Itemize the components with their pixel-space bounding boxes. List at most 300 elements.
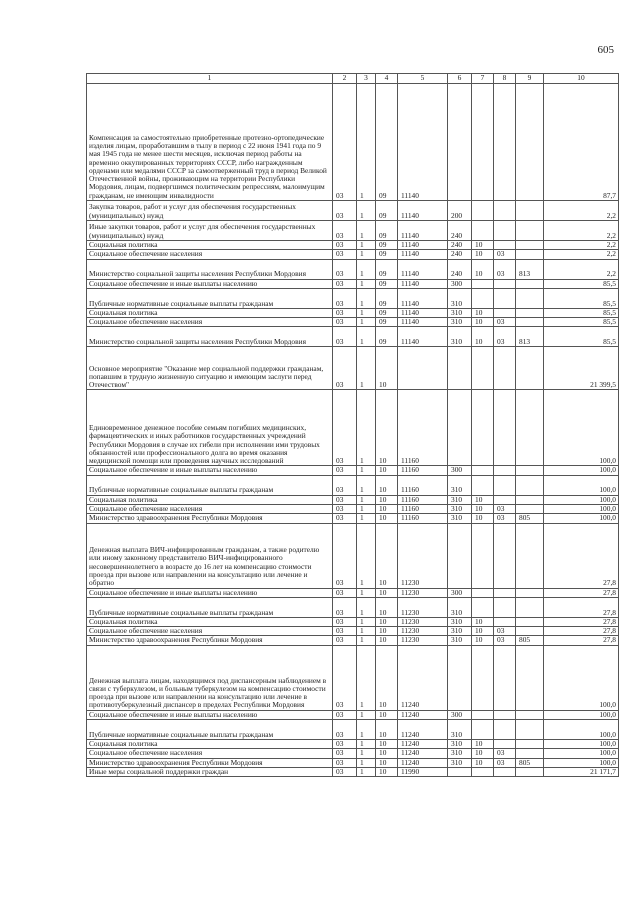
cell-code-3: 1 <box>357 221 376 241</box>
cell-code-8: 03 <box>494 627 516 636</box>
cell-code-6 <box>448 347 472 390</box>
cell-code-3: 1 <box>357 758 376 767</box>
cell-code-3: 1 <box>357 514 376 523</box>
cell-name: Социальное обеспечение и иные выплаты населению <box>87 710 333 719</box>
cell-code-7: 10 <box>472 758 494 767</box>
cell-name: Социальное обеспечение населения <box>87 318 333 327</box>
cell-code-8 <box>494 288 516 308</box>
cell-code-4: 09 <box>376 250 398 259</box>
cell-code-6: 310 <box>448 627 472 636</box>
cell-code-4: 10 <box>376 645 398 710</box>
cell-name: Министерство здравоохранения Республики Мордовия <box>87 758 333 767</box>
cell-code-4: 10 <box>376 710 398 719</box>
cell-code-6: 310 <box>448 318 472 327</box>
cell-code-3: 1 <box>357 645 376 710</box>
cell-code-5: 11240 <box>398 719 448 739</box>
cell-code-4: 10 <box>376 597 398 617</box>
cell-code-7: 10 <box>472 617 494 626</box>
cell-code-5: 11140 <box>398 250 448 259</box>
cell-code-4: 10 <box>376 719 398 739</box>
cell-code-5: 11140 <box>398 259 448 279</box>
cell-sum: 100,0 <box>544 390 619 466</box>
cell-code-8 <box>494 466 516 475</box>
cell-code-7 <box>472 288 494 308</box>
cell-sum: 85,5 <box>544 308 619 317</box>
cell-code-5: 11240 <box>398 758 448 767</box>
cell-code-5: 11240 <box>398 710 448 719</box>
cell-code-2: 03 <box>333 597 357 617</box>
cell-code-5: 11140 <box>398 279 448 288</box>
cell-name: Публичные нормативные социальные выплаты гражданам <box>87 597 333 617</box>
cell-code-6: 240 <box>448 221 472 241</box>
cell-code-3: 1 <box>357 84 376 201</box>
cell-code-8 <box>494 201 516 221</box>
cell-code-5: 11140 <box>398 308 448 317</box>
cell-code-4: 09 <box>376 327 398 347</box>
cell-code-8 <box>494 710 516 719</box>
cell-code-8 <box>494 719 516 739</box>
cell-code-9 <box>516 617 544 626</box>
cell-code-7 <box>472 719 494 739</box>
cell-code-8 <box>494 645 516 710</box>
cell-code-6 <box>448 523 472 588</box>
cell-code-8: 03 <box>494 514 516 523</box>
cell-name: Министерство социальной защиты населения Республики Мордовия <box>87 327 333 347</box>
cell-code-5: 11160 <box>398 495 448 504</box>
cell-code-5: 11140 <box>398 201 448 221</box>
cell-code-7: 10 <box>472 250 494 259</box>
cell-code-9 <box>516 250 544 259</box>
cell-code-9 <box>516 318 544 327</box>
cell-code-6 <box>448 390 472 466</box>
cell-name: Единовременное денежное пособие семьям погибших медицинских, фармацевтических и иных работников государственных учреждений Республики Мордовия в случае их гибели при исполнении ими трудовых обязанностей или профессионального долга во время оказания медицинской помощи или проведения научных исследований <box>87 390 333 466</box>
table-row <box>87 617 619 626</box>
cell-code-8 <box>494 495 516 504</box>
cell-sum: 100,0 <box>544 645 619 710</box>
cell-code-7: 10 <box>472 495 494 504</box>
cell-code-7 <box>472 523 494 588</box>
cell-code-8: 03 <box>494 250 516 259</box>
table-row <box>87 645 619 710</box>
cell-code-7: 10 <box>472 308 494 317</box>
cell-code-2: 03 <box>333 617 357 626</box>
cell-code-5: 11140 <box>398 221 448 241</box>
cell-sum: 100,0 <box>544 758 619 767</box>
cell-code-4: 10 <box>376 767 398 776</box>
cell-code-4: 10 <box>376 617 398 626</box>
cell-code-4: 09 <box>376 201 398 221</box>
table-header-row <box>87 74 619 84</box>
cell-code-4: 09 <box>376 84 398 201</box>
cell-code-8: 03 <box>494 327 516 347</box>
cell-name: Иные меры социальной поддержки граждан <box>87 767 333 776</box>
cell-code-5: 11140 <box>398 318 448 327</box>
cell-code-2: 03 <box>333 636 357 645</box>
cell-code-9 <box>516 221 544 241</box>
cell-code-2: 03 <box>333 390 357 466</box>
cell-code-3: 1 <box>357 279 376 288</box>
cell-sum: 100,0 <box>544 504 619 513</box>
table-body <box>87 74 619 777</box>
cell-code-7: 10 <box>472 739 494 748</box>
cell-code-5: 11230 <box>398 636 448 645</box>
cell-code-6: 310 <box>448 514 472 523</box>
cell-code-4: 10 <box>376 390 398 466</box>
budget-table <box>86 73 619 777</box>
page-number: 605 <box>597 44 614 56</box>
table-row <box>87 739 619 748</box>
table-row <box>87 279 619 288</box>
cell-code-2: 03 <box>333 710 357 719</box>
cell-code-8 <box>494 617 516 626</box>
cell-name: Социальная политика <box>87 308 333 317</box>
cell-code-4: 10 <box>376 475 398 495</box>
cell-code-2: 03 <box>333 347 357 390</box>
cell-code-9 <box>516 523 544 588</box>
cell-code-4: 09 <box>376 318 398 327</box>
cell-code-8 <box>494 84 516 201</box>
cell-code-9 <box>516 466 544 475</box>
table-row <box>87 318 619 327</box>
cell-name: Публичные нормативные социальные выплаты гражданам <box>87 288 333 308</box>
cell-code-5: 11230 <box>398 597 448 617</box>
cell-sum: 100,0 <box>544 514 619 523</box>
cell-name: Социальное обеспечение населения <box>87 627 333 636</box>
table-row <box>87 627 619 636</box>
cell-sum: 2,2 <box>544 221 619 241</box>
cell-code-6: 310 <box>448 758 472 767</box>
cell-code-8 <box>494 597 516 617</box>
cell-code-2: 03 <box>333 201 357 221</box>
cell-sum: 85,5 <box>544 279 619 288</box>
cell-code-4: 09 <box>376 259 398 279</box>
cell-code-6: 240 <box>448 241 472 250</box>
cell-code-8: 03 <box>494 749 516 758</box>
table-row <box>87 201 619 221</box>
cell-name: Социальная политика <box>87 495 333 504</box>
cell-code-6 <box>448 767 472 776</box>
table-row <box>87 84 619 201</box>
table-row <box>87 475 619 495</box>
cell-code-8: 03 <box>494 636 516 645</box>
cell-code-7 <box>472 390 494 466</box>
cell-code-6: 310 <box>448 495 472 504</box>
cell-code-6: 300 <box>448 279 472 288</box>
cell-code-6: 240 <box>448 259 472 279</box>
header-cell-10: 10 <box>544 74 619 84</box>
cell-code-4: 10 <box>376 347 398 390</box>
cell-code-7 <box>472 588 494 597</box>
cell-code-4: 10 <box>376 588 398 597</box>
table-row <box>87 390 619 466</box>
cell-code-3: 1 <box>357 466 376 475</box>
cell-code-3: 1 <box>357 327 376 347</box>
cell-code-9 <box>516 597 544 617</box>
cell-code-8: 03 <box>494 758 516 767</box>
table-row <box>87 588 619 597</box>
cell-code-7 <box>472 767 494 776</box>
cell-code-3: 1 <box>357 390 376 466</box>
cell-code-9 <box>516 739 544 748</box>
cell-sum: 85,5 <box>544 318 619 327</box>
cell-code-2: 03 <box>333 250 357 259</box>
cell-name: Министерство здравоохранения Республики Мордовия <box>87 636 333 645</box>
cell-code-5: 11160 <box>398 466 448 475</box>
cell-code-7: 10 <box>472 241 494 250</box>
cell-name: Денежная выплата лицам, находящимся под диспансерным наблюдением в связи с туберкулезом, и больным туберкулезом на компенсацию стоимости проезда при вызове или направлении на консультацию или лечение в противотуберкулезный диспансер в пределах Республики Мордовия <box>87 645 333 710</box>
table-row <box>87 308 619 317</box>
cell-code-7 <box>472 84 494 201</box>
cell-code-9: 805 <box>516 514 544 523</box>
cell-code-6: 310 <box>448 288 472 308</box>
cell-code-2: 03 <box>333 758 357 767</box>
table-row <box>87 504 619 513</box>
cell-code-5: 11240 <box>398 739 448 748</box>
header-cell-8: 8 <box>494 74 516 84</box>
cell-code-2: 03 <box>333 645 357 710</box>
cell-name: Социальная политика <box>87 617 333 626</box>
cell-code-5: 11160 <box>398 514 448 523</box>
cell-code-8 <box>494 390 516 466</box>
cell-name: Иные закупки товаров, работ и услуг для обеспечения государственных (муниципальных) нужд <box>87 221 333 241</box>
cell-sum: 27,8 <box>544 627 619 636</box>
cell-code-9 <box>516 308 544 317</box>
cell-code-4: 10 <box>376 466 398 475</box>
cell-name: Основное мероприятие "Оказание мер социальной поддержки гражданам, попавшим в трудную жизненную ситуацию и имеющим заслуги перед Отечеством" <box>87 347 333 390</box>
cell-sum: 87,7 <box>544 84 619 201</box>
cell-code-4: 10 <box>376 749 398 758</box>
cell-code-3: 1 <box>357 617 376 626</box>
cell-sum: 21 171,7 <box>544 767 619 776</box>
cell-code-5: 11140 <box>398 84 448 201</box>
cell-code-4: 09 <box>376 288 398 308</box>
cell-code-3: 1 <box>357 347 376 390</box>
table-row <box>87 523 619 588</box>
cell-code-5: 11160 <box>398 475 448 495</box>
cell-code-6: 240 <box>448 250 472 259</box>
cell-code-5: 11240 <box>398 645 448 710</box>
table-row <box>87 749 619 758</box>
cell-sum: 2,2 <box>544 201 619 221</box>
cell-code-9 <box>516 719 544 739</box>
cell-code-6: 300 <box>448 466 472 475</box>
cell-code-2: 03 <box>333 308 357 317</box>
cell-code-9: 805 <box>516 636 544 645</box>
cell-code-5: 11160 <box>398 390 448 466</box>
cell-code-6: 200 <box>448 201 472 221</box>
cell-sum: 27,8 <box>544 636 619 645</box>
cell-code-8 <box>494 221 516 241</box>
table-row <box>87 327 619 347</box>
cell-code-7 <box>472 201 494 221</box>
cell-code-4: 10 <box>376 504 398 513</box>
cell-sum: 100,0 <box>544 710 619 719</box>
table-row <box>87 767 619 776</box>
table-row <box>87 636 619 645</box>
cell-code-9 <box>516 627 544 636</box>
cell-code-2: 03 <box>333 739 357 748</box>
cell-code-4: 10 <box>376 739 398 748</box>
cell-code-7 <box>472 475 494 495</box>
cell-code-4: 09 <box>376 221 398 241</box>
cell-code-9 <box>516 645 544 710</box>
cell-code-4: 10 <box>376 523 398 588</box>
cell-code-5: 11230 <box>398 588 448 597</box>
cell-code-8: 03 <box>494 504 516 513</box>
cell-code-4: 09 <box>376 279 398 288</box>
cell-code-5: 11140 <box>398 288 448 308</box>
cell-code-2: 03 <box>333 259 357 279</box>
cell-code-3: 1 <box>357 767 376 776</box>
cell-name: Министерство здравоохранения Республики Мордовия <box>87 514 333 523</box>
cell-code-7: 10 <box>472 627 494 636</box>
cell-code-3: 1 <box>357 201 376 221</box>
cell-code-2: 03 <box>333 504 357 513</box>
cell-code-2: 03 <box>333 749 357 758</box>
cell-code-2: 03 <box>333 475 357 495</box>
cell-code-9 <box>516 475 544 495</box>
cell-code-9 <box>516 288 544 308</box>
table-row <box>87 221 619 241</box>
cell-code-2: 03 <box>333 523 357 588</box>
cell-code-8 <box>494 588 516 597</box>
cell-code-9 <box>516 241 544 250</box>
cell-code-2: 03 <box>333 241 357 250</box>
cell-sum: 21 399,5 <box>544 347 619 390</box>
cell-code-5: 11990 <box>398 767 448 776</box>
cell-sum: 27,8 <box>544 597 619 617</box>
table-row <box>87 597 619 617</box>
cell-code-2: 03 <box>333 514 357 523</box>
cell-code-3: 1 <box>357 636 376 645</box>
cell-code-7: 10 <box>472 636 494 645</box>
cell-code-2: 03 <box>333 719 357 739</box>
cell-name: Министерство социальной защиты населения Республики Мордовия <box>87 259 333 279</box>
cell-code-9 <box>516 767 544 776</box>
cell-code-7: 10 <box>472 514 494 523</box>
cell-code-7 <box>472 347 494 390</box>
cell-sum: 100,0 <box>544 749 619 758</box>
table-row <box>87 259 619 279</box>
cell-code-7: 10 <box>472 749 494 758</box>
cell-code-7: 10 <box>472 327 494 347</box>
cell-code-4: 10 <box>376 758 398 767</box>
cell-code-8 <box>494 308 516 317</box>
cell-code-5: 11240 <box>398 749 448 758</box>
table-row <box>87 719 619 739</box>
cell-name: Публичные нормативные социальные выплаты гражданам <box>87 719 333 739</box>
table-row <box>87 250 619 259</box>
cell-code-7: 10 <box>472 259 494 279</box>
cell-code-3: 1 <box>357 588 376 597</box>
cell-name: Публичные нормативные социальные выплаты гражданам <box>87 475 333 495</box>
cell-code-2: 03 <box>333 466 357 475</box>
cell-code-7: 10 <box>472 504 494 513</box>
cell-code-9 <box>516 504 544 513</box>
cell-code-8 <box>494 475 516 495</box>
cell-code-3: 1 <box>357 250 376 259</box>
cell-code-9 <box>516 749 544 758</box>
cell-code-3: 1 <box>357 495 376 504</box>
cell-code-3: 1 <box>357 308 376 317</box>
table-row <box>87 495 619 504</box>
cell-code-5: 11160 <box>398 504 448 513</box>
cell-code-8 <box>494 523 516 588</box>
cell-code-9 <box>516 710 544 719</box>
cell-code-7 <box>472 279 494 288</box>
cell-code-8 <box>494 279 516 288</box>
cell-code-4: 10 <box>376 636 398 645</box>
cell-code-9: 813 <box>516 327 544 347</box>
cell-code-6: 310 <box>448 308 472 317</box>
header-cell-3: 3 <box>357 74 376 84</box>
table-row <box>87 347 619 390</box>
cell-code-9 <box>516 84 544 201</box>
cell-name: Компенсация за самостоятельно приобретенные протезно-ортопедические изделия лицам, проработавшим в тылу в период с 22 июня 1941 года по 9 мая 1945 года не менее шести месяцев, исключая период работы на временно оккупированных территориях СССР, либо награжденным орденами или медалями СССР за самоотверженный труд в период Великой Отечественной войны, проживающим на территории Республики Мордовия, лицам, подвергшимся политическим репрессиям, малоимущим гражданам, не имеющим инвалидности <box>87 84 333 201</box>
table-row <box>87 758 619 767</box>
cell-code-3: 1 <box>357 749 376 758</box>
cell-name: Социальное обеспечение и иные выплаты населению <box>87 279 333 288</box>
cell-code-8 <box>494 241 516 250</box>
cell-name: Социальная политика <box>87 739 333 748</box>
cell-code-3: 1 <box>357 241 376 250</box>
cell-code-4: 09 <box>376 308 398 317</box>
cell-code-3: 1 <box>357 710 376 719</box>
cell-code-7: 10 <box>472 318 494 327</box>
header-cell-7: 7 <box>472 74 494 84</box>
cell-code-4: 10 <box>376 627 398 636</box>
cell-sum: 85,5 <box>544 327 619 347</box>
cell-code-9 <box>516 588 544 597</box>
cell-code-3: 1 <box>357 739 376 748</box>
cell-code-2: 03 <box>333 84 357 201</box>
cell-code-6: 310 <box>448 504 472 513</box>
cell-code-2: 03 <box>333 221 357 241</box>
header-cell-5: 5 <box>398 74 448 84</box>
cell-code-3: 1 <box>357 475 376 495</box>
cell-code-7 <box>472 645 494 710</box>
cell-code-4: 10 <box>376 514 398 523</box>
cell-code-2: 03 <box>333 588 357 597</box>
cell-name: Социальное обеспечение населения <box>87 749 333 758</box>
cell-sum: 100,0 <box>544 719 619 739</box>
table-row <box>87 241 619 250</box>
cell-code-3: 1 <box>357 318 376 327</box>
cell-code-2: 03 <box>333 288 357 308</box>
cell-sum: 27,8 <box>544 523 619 588</box>
cell-code-5 <box>398 347 448 390</box>
cell-code-4: 10 <box>376 495 398 504</box>
cell-code-2: 03 <box>333 318 357 327</box>
cell-sum: 27,8 <box>544 588 619 597</box>
cell-code-2: 03 <box>333 627 357 636</box>
cell-code-6: 310 <box>448 617 472 626</box>
cell-code-5: 11230 <box>398 627 448 636</box>
cell-code-8 <box>494 767 516 776</box>
header-cell-6: 6 <box>448 74 472 84</box>
cell-code-5: 11230 <box>398 617 448 626</box>
cell-sum: 100,0 <box>544 475 619 495</box>
cell-code-3: 1 <box>357 504 376 513</box>
cell-code-6: 300 <box>448 710 472 719</box>
header-cell-4: 4 <box>376 74 398 84</box>
table-row <box>87 710 619 719</box>
cell-code-7 <box>472 710 494 719</box>
cell-name: Закупка товаров, работ и услуг для обеспечения государственных (муниципальных) нужд <box>87 201 333 221</box>
cell-name: Социальное обеспечение населения <box>87 504 333 513</box>
cell-name: Денежная выплата ВИЧ-инфицированным гражданам, а также родителю или иному законному представителю ВИЧ-инфицированного несовершеннолетнего в возрасте до 16 лет на компенсацию стоимости проезда при вызове или направлении на консультацию или лечение и обратно <box>87 523 333 588</box>
cell-code-6: 310 <box>448 475 472 495</box>
